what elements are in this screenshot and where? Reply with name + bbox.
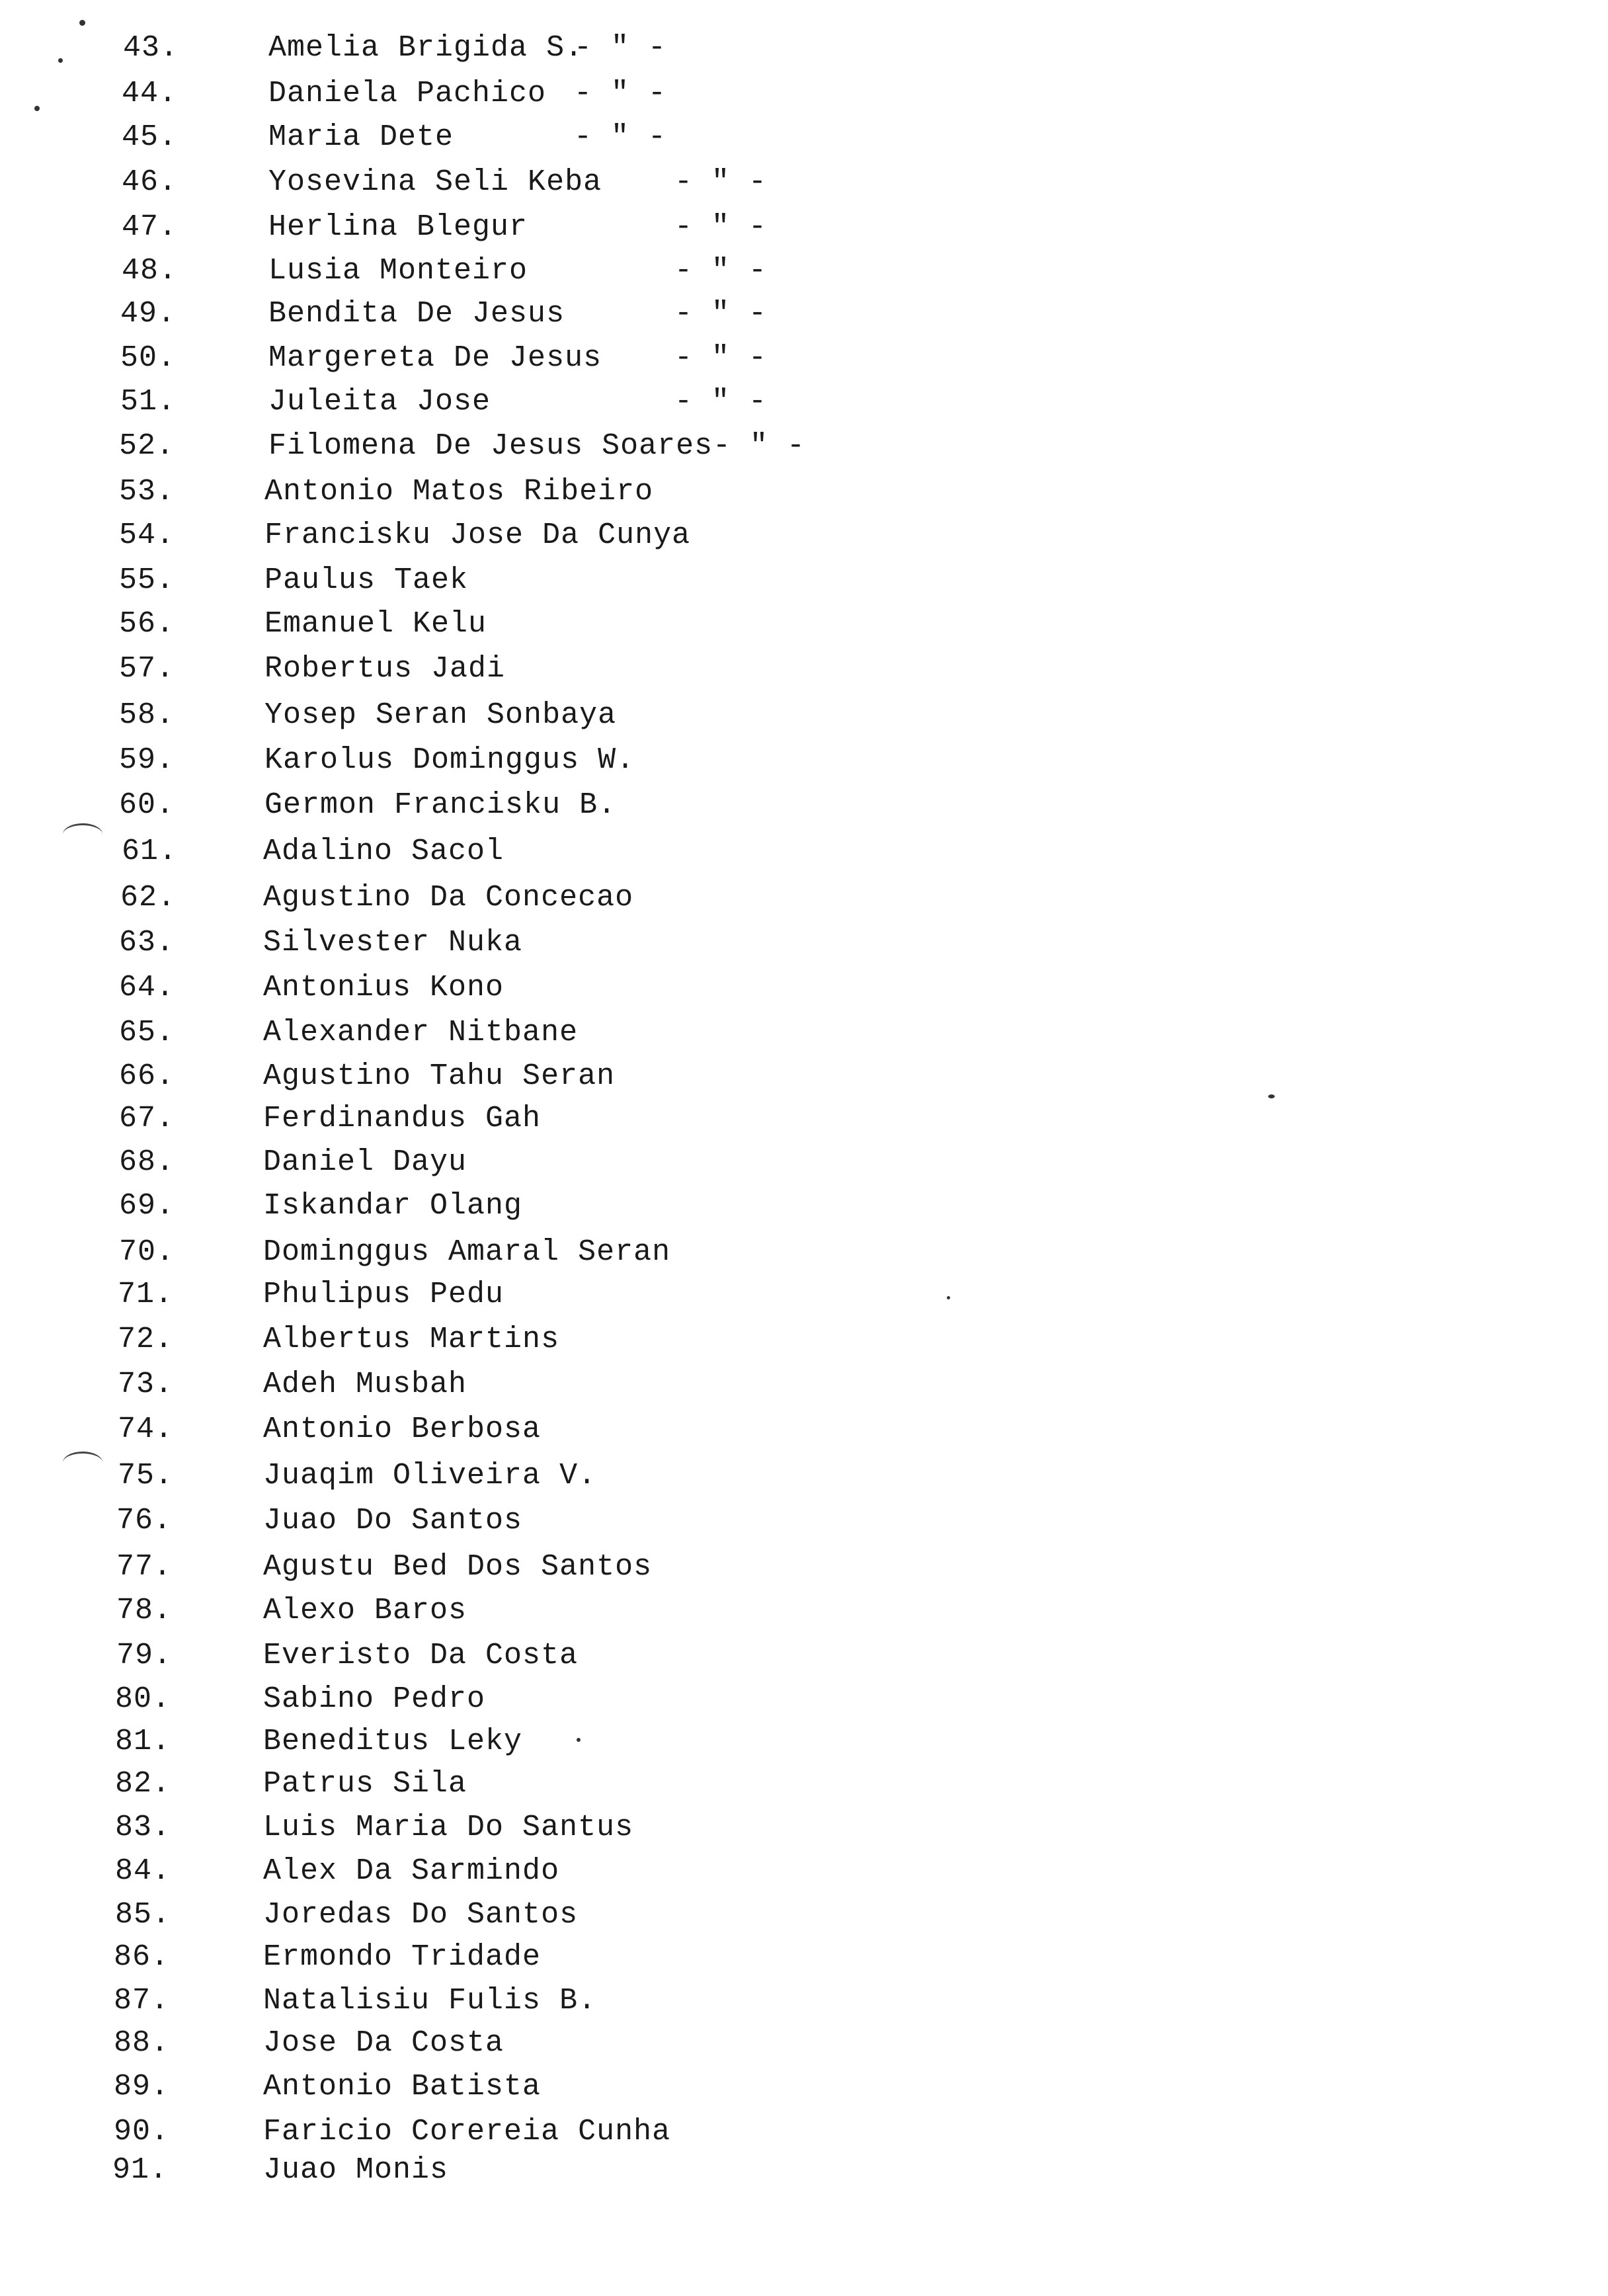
entry-name: Albertus Martins (263, 1323, 560, 1356)
ditto-mark: - " - (574, 31, 667, 65)
entry-number: 74. (118, 1413, 174, 1446)
entry-name: Joredas Do Santos (263, 1898, 579, 1932)
list-item (0, 604, 1608, 644)
entry-number: 80. (115, 1682, 171, 1716)
entry-name: Antonio Matos Ribeiro (264, 475, 654, 509)
scan-speck (947, 1296, 950, 1299)
list-item (0, 74, 1608, 114)
list-item (0, 1099, 1608, 1139)
ditto-mark: - " - (674, 297, 768, 331)
list-item (0, 1764, 1608, 1804)
entry-name: Daniel Dayu (263, 1145, 467, 1179)
entry-name: Emanuel Kelu (264, 607, 487, 641)
ditto-mark: - " - (713, 429, 806, 463)
entry-number: 54. (119, 518, 175, 552)
entry-number: 55. (119, 563, 175, 597)
list-item (0, 382, 1608, 422)
entry-name: Antonio Berbosa (263, 1413, 542, 1446)
entry-number: 78. (116, 1594, 173, 1627)
entry-name: Sabino Pedro (263, 1682, 486, 1716)
entry-name: Adalino Sacol (263, 835, 504, 868)
entry-number: 68. (119, 1145, 175, 1179)
entry-name: Antonio Batista (263, 2070, 542, 2104)
entry-number: 52. (119, 429, 175, 463)
entry-number: 91. (112, 2153, 169, 2187)
entry-number: 45. (122, 120, 178, 154)
list-item (0, 1410, 1608, 1450)
list-item (0, 294, 1608, 334)
scan-speck (58, 58, 63, 63)
list-item (0, 696, 1608, 735)
entry-name: Alex Da Sarmindo (263, 1854, 560, 1888)
entry-number: 67. (119, 1102, 175, 1135)
list-item (0, 1233, 1608, 1272)
entry-name: Lusia Monteiro (268, 254, 528, 288)
list-item (0, 1680, 1608, 1719)
list-item (0, 1013, 1608, 1053)
entry-number: 81. (115, 1725, 171, 1758)
entry-number: 70. (119, 1235, 175, 1269)
list-item (0, 2112, 1608, 2152)
entry-number: 82. (115, 1767, 171, 1801)
entry-number: 64. (119, 971, 175, 1004)
entry-name: Maria Dete (268, 120, 454, 154)
entry-number: 53. (119, 475, 175, 509)
entry-name: Juao Do Santos (263, 1504, 523, 1538)
entry-name: Juao Monis (263, 2153, 449, 2187)
entry-name: Agustu Bed Dos Santos (263, 1550, 653, 1584)
list-item (0, 649, 1608, 689)
entry-number: 69. (119, 1189, 175, 1223)
entry-number: 44. (122, 77, 178, 110)
entry-name: Germon Francisku B. (264, 788, 617, 822)
list-item (0, 251, 1608, 291)
scan-speck (577, 1738, 581, 1742)
margin-mark (63, 1452, 102, 1473)
entry-name: Karolus Dominggus W. (264, 743, 635, 777)
entry-number: 76. (116, 1504, 173, 1538)
entry-name: Robertus Jadi (264, 652, 506, 686)
entry-name: Phulipus Pedu (263, 1278, 504, 1311)
entry-number: 79. (116, 1639, 173, 1672)
ditto-mark: - " - (574, 120, 667, 154)
scan-speck (34, 106, 40, 111)
entry-name: Juleita Jose (268, 385, 491, 419)
list-item (0, 163, 1608, 202)
list-item (0, 2024, 1608, 2063)
list-item (0, 1501, 1608, 1541)
list-item (0, 832, 1608, 872)
list-item (0, 1808, 1608, 1848)
entry-name: Alexo Baros (263, 1594, 467, 1627)
list-item (0, 1365, 1608, 1405)
margin-mark (63, 823, 102, 845)
entry-number: 65. (119, 1016, 175, 1049)
entry-name: Patrus Sila (263, 1767, 467, 1801)
entry-number: 49. (120, 297, 177, 331)
list-item (0, 741, 1608, 780)
list-item (0, 1057, 1608, 1096)
list-item (0, 923, 1608, 963)
entry-name: Beneditus Leky (263, 1725, 523, 1758)
entry-name: Silvester Nuka (263, 926, 523, 960)
entry-name: Daniela Pachico (268, 77, 547, 110)
list-item (0, 516, 1608, 555)
entry-number: 51. (120, 385, 177, 419)
entry-number: 90. (114, 2115, 170, 2149)
entry-number: 56. (119, 607, 175, 641)
list-item (0, 1981, 1608, 2021)
list-item (0, 472, 1608, 512)
entry-name: Francisku Jose Da Cunya (264, 518, 691, 552)
list-item (0, 1320, 1608, 1360)
entry-number: 62. (120, 881, 177, 915)
entry-name: Margereta De Jesus (268, 341, 602, 375)
entry-name: Filomena De Jesus Soares (268, 429, 713, 463)
ditto-mark: - " - (574, 77, 667, 110)
entry-name: Yosevina Seli Keba (268, 165, 602, 199)
entry-number: 83. (115, 1811, 171, 1844)
list-item (0, 561, 1608, 600)
scan-speck (1268, 1094, 1275, 1098)
ditto-mark: - " - (674, 254, 768, 288)
entry-name: Paulus Taek (264, 563, 469, 597)
list-item (0, 28, 1608, 68)
list-item (0, 208, 1608, 247)
ditto-mark: - " - (674, 210, 768, 244)
entry-number: 66. (119, 1059, 175, 1093)
entry-number: 50. (120, 341, 177, 375)
entry-number: 47. (122, 210, 178, 244)
entry-number: 87. (114, 1984, 170, 2018)
entry-number: 46. (122, 165, 178, 199)
entry-name: Jose Da Costa (263, 2026, 504, 2060)
entry-name: Juaqim Oliveira V. (263, 1459, 597, 1493)
entry-name: Amelia Brigida S. (268, 31, 584, 65)
list-item (0, 786, 1608, 825)
list-item (0, 339, 1608, 378)
list-item (0, 1852, 1608, 1891)
ditto-mark: - " - (674, 385, 768, 419)
list-item (0, 1938, 1608, 1977)
entry-number: 43. (123, 31, 179, 65)
entry-name: Natalisiu Fulis B. (263, 1984, 597, 2018)
list-item (0, 1547, 1608, 1587)
list-item (0, 1636, 1608, 1676)
entry-name: Dominggus Amaral Seran (263, 1235, 671, 1269)
list-item (0, 1456, 1608, 1496)
entry-number: 59. (119, 743, 175, 777)
entry-number: 84. (115, 1854, 171, 1888)
entry-name: Herlina Blegur (268, 210, 528, 244)
entry-number: 61. (122, 835, 178, 868)
entry-name: Ferdinandus Gah (263, 1102, 542, 1135)
entry-number: 85. (115, 1898, 171, 1932)
entry-name: Luis Maria Do Santus (263, 1811, 634, 1844)
list-item (0, 1275, 1608, 1315)
list-item (0, 427, 1608, 466)
entry-number: 58. (119, 698, 175, 732)
entry-name: Adeh Musbah (263, 1368, 467, 1401)
entry-number: 89. (114, 2070, 170, 2104)
list-item (0, 1722, 1608, 1762)
list-item (0, 1591, 1608, 1631)
scan-speck (79, 20, 85, 26)
list-item (0, 1143, 1608, 1182)
list-item (0, 1186, 1608, 1226)
list-item (0, 2151, 1608, 2190)
entry-number: 71. (118, 1278, 174, 1311)
entry-name: Antonius Kono (263, 971, 504, 1004)
entry-name: Yosep Seran Sonbaya (264, 698, 617, 732)
list-item (0, 2067, 1608, 2107)
ditto-mark: - " - (674, 341, 768, 375)
entry-number: 63. (119, 926, 175, 960)
ditto-mark: - " - (674, 165, 768, 199)
list-item (0, 878, 1608, 918)
entry-number: 57. (119, 652, 175, 686)
entry-number: 77. (116, 1550, 173, 1584)
list-item (0, 1895, 1608, 1935)
entry-number: 88. (114, 2026, 170, 2060)
entry-name: Faricio Corereia Cunha (263, 2115, 671, 2149)
entry-name: Bendita De Jesus (268, 297, 565, 331)
entry-number: 48. (122, 254, 178, 288)
entry-name: Iskandar Olang (263, 1189, 523, 1223)
entry-name: Ermondo Tridade (263, 1940, 542, 1974)
list-item (0, 968, 1608, 1008)
entry-name: Agustino Da Concecao (263, 881, 634, 915)
entry-name: Agustino Tahu Seran (263, 1059, 616, 1093)
entry-number: 72. (118, 1323, 174, 1356)
entry-name: Everisto Da Costa (263, 1639, 579, 1672)
entry-number: 60. (119, 788, 175, 822)
list-item (0, 118, 1608, 157)
entry-number: 73. (118, 1368, 174, 1401)
entry-number: 86. (114, 1940, 170, 1974)
entry-number: 75. (118, 1459, 174, 1493)
entry-name: Alexander Nitbane (263, 1016, 579, 1049)
